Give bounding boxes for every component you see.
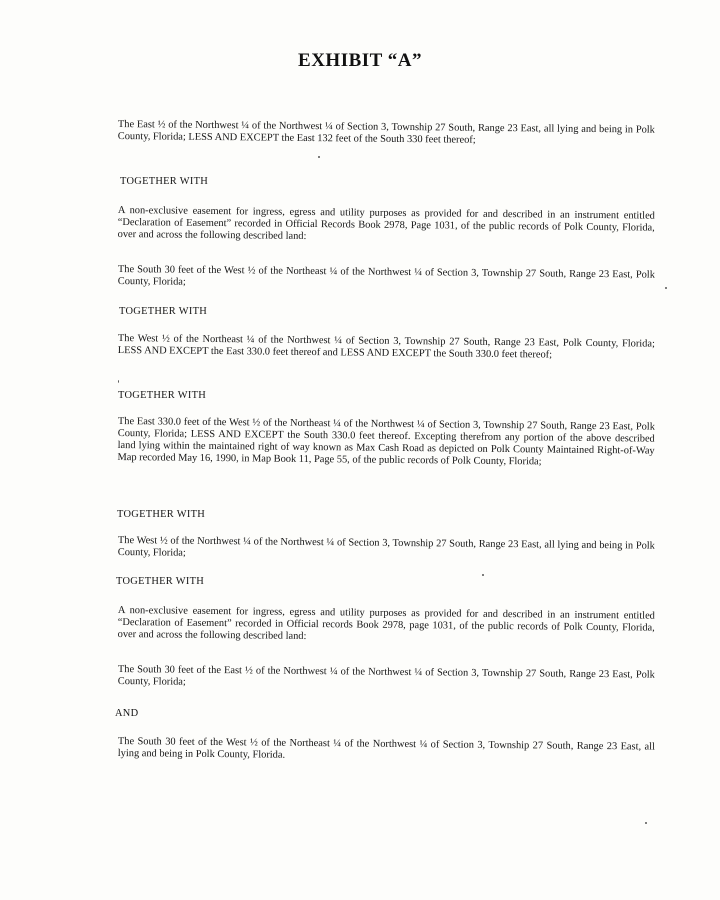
section-heading: TOGETHER WITH: [119, 306, 208, 317]
page-title: EXHIBIT “A”: [298, 50, 422, 71]
legal-description-paragraph: The South 30 feet of the West ½ of the Northeast ¼ of the Northwest ¼ of Section 3, Township 27 South, Range 23 East, all lying and being in Polk County, Florida.: [117, 736, 655, 761]
scan-speck: [118, 380, 119, 383]
legal-description-paragraph: The East 330.0 feet of the West ½ of the Northeast ¼ of the Northwest ¼ of Section 3, Township 27 South, Range 23 East, Polk County, Florida; LESS AND EXCEPT the South 330.0 feet thereof. Excepting therefrom any portion of the above described land lying within the maintained right of way known as Max Cash Road as depicted on Polk County Maintained Right-of-Way Map recorded May 16, 1990, in Map Book 11, Page 55, of the public records of Polk County, Florida;: [117, 416, 655, 468]
legal-description-paragraph: The South 30 feet of the East ½ of the Northwest ¼ of the Northwest ¼ of Section 3, Township 27 South, Range 23 East, Polk County, Florida;: [117, 664, 655, 688]
scan-speck: [482, 574, 484, 576]
scan-speck: [318, 156, 320, 158]
section-heading: TOGETHER WITH: [117, 509, 206, 520]
section-heading: TOGETHER WITH: [116, 576, 205, 587]
legal-description-paragraph: The West ½ of the Northwest ¼ of the Northwest ¼ of Section 3, Township 27 South, Range 23 East, all lying and being in Polk County, Florida;: [117, 535, 655, 559]
section-heading: TOGETHER WITH: [118, 390, 207, 401]
section-heading: AND: [115, 708, 139, 719]
legal-description-paragraph: The East ½ of the Northwest ¼ of the Northwest ¼ of Section 3, Township 27 South, Range 23 East, all lying and being in Polk County, Florida; LESS AND EXCEPT the East 132 feet of the South 330 feet thereof;: [117, 119, 655, 146]
scan-speck: [665, 287, 667, 289]
legal-description-paragraph: The South 30 feet of the West ½ of the Northeast ¼ of the Northwest ¼ of Section 3, Township 27 South, Range 23 East, Polk County, Florida;: [117, 264, 655, 288]
legal-description-paragraph: The West ½ of the Northeast ¼ of the Northwest ¼ of Section 3, Township 27 South, Range 23 East, Polk County, Florida; LESS AND EXCEPT the East 330.0 feet thereof and LESS AND EXCEPT the South 330.0 feet thereof;: [117, 333, 655, 361]
section-heading: TOGETHER WITH: [120, 176, 209, 187]
scan-speck: [645, 822, 647, 824]
easement-paragraph: A non-exclusive easement for ingress, egress and utility purposes as provided for and described in an instrument entitled “Declaration of Easement” recorded in Official Records Book 2978, Page 1031, of the public records of Polk County, Florida, over and across the following described land:: [117, 205, 655, 242]
easement-paragraph: A non-exclusive easement for ingress, egress and utility purposes as provided for and described in an instrument entitled “Declaration of Easement” recorded in Official records Book 2978, page 1031, of the public records of Polk County, Florida, over and across the following described land:: [117, 605, 655, 642]
